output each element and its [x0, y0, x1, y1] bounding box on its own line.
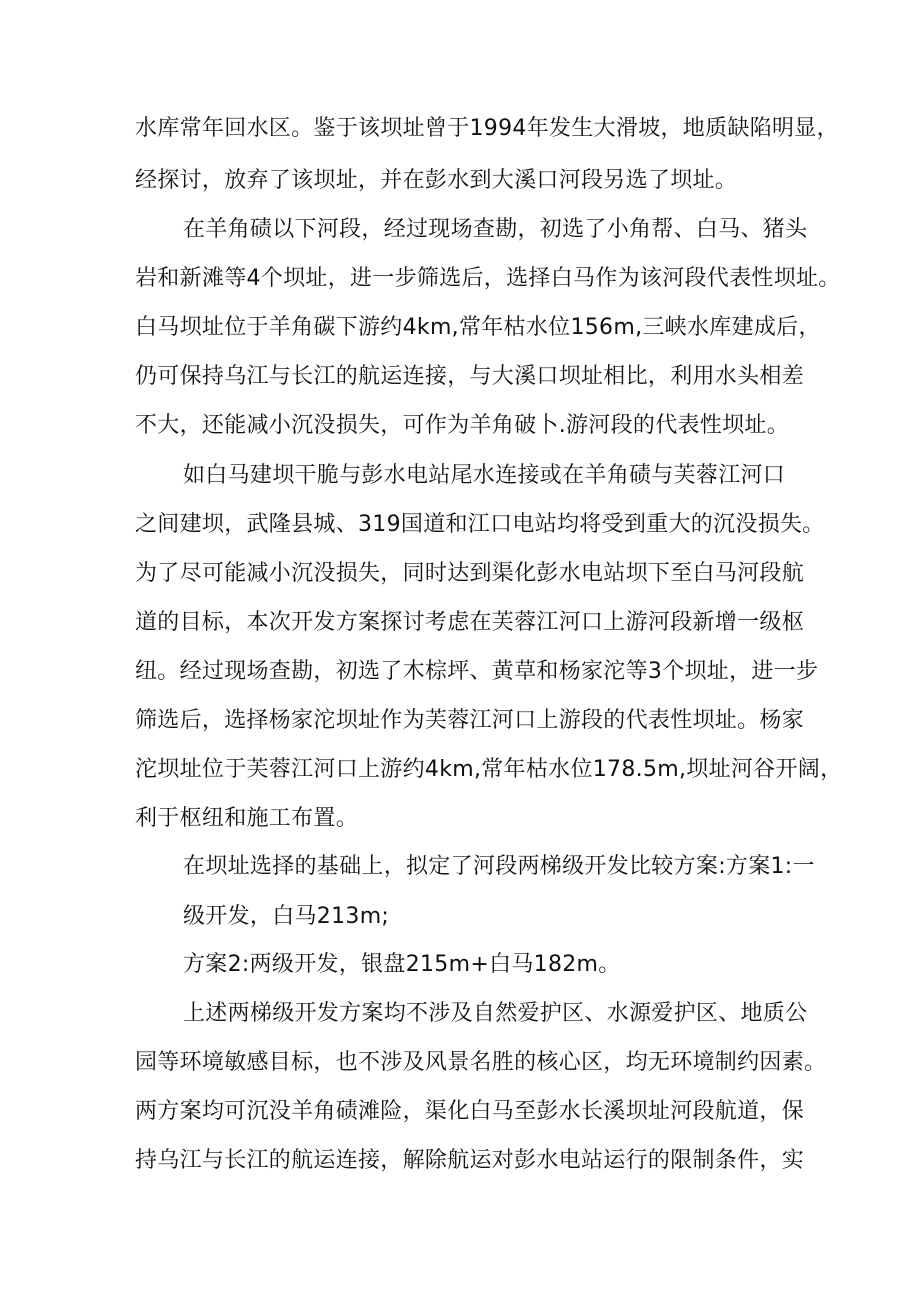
text-line-18: 方案2:两级开发，银盘215m+白马182m。	[183, 952, 621, 977]
text-line-2: 经探讨，放弃了该坝址，并在彭水到大溪口河段另选了坝址。	[135, 168, 738, 193]
text-line-14: 沱坝址位于芙蓉江河口上游约4km,常年枯水位178.5m,坝址河谷开阔，	[135, 757, 843, 782]
text-line-5: 白马坝址位于羊角碳下游约4km,常年枯水位156m,三峡水库建成后，	[135, 315, 821, 340]
text-line-21: 两方案均可沉没羊角碛滩险，渠化白马至彭水长溪坝址河段航道，保	[135, 1099, 805, 1124]
text-line-13: 筛选后，选择杨家沱坝址作为芙蓉江河口上游段的代表性坝址。杨家	[135, 708, 805, 733]
text-line-19: 上述两梯级开发方案均不涉及自然爱护区、水源爱护区、地质公	[183, 1001, 808, 1026]
text-line-1: 水库常年回水区。鉴于该坝址曾于1994年发生大滑坡，地质缺陷明显，	[135, 116, 839, 141]
text-line-3: 在羊角碛以下河段，经过现场查勘，初选了小角帮、白马、猪头	[183, 217, 808, 242]
text-line-12: 纽。经过现场查勘，初选了木棕坪、黄草和杨家沱等3个坝址，进一步	[135, 659, 819, 684]
text-line-15: 利于枢纽和施工布置。	[135, 806, 359, 831]
text-line-20: 园等环境敏感目标，也不涉及风景名胜的核心区，均无环境制约因素。	[135, 1050, 827, 1075]
text-line-22: 持乌江与长江的航运连接，解除航运对彭水电站运行的限制条件，实	[135, 1148, 805, 1173]
text-line-16: 在坝址选择的基础上，拟定了河段两梯级开发比较方案:方案1:一	[183, 854, 815, 879]
text-line-4: 岩和新滩等4个坝址，进一步筛选后，选择白马作为该河段代表性坝址。	[135, 266, 841, 291]
text-line-10: 为了尽可能减小沉没损失，同时达到渠化彭水电站坝下至白马河段航	[135, 561, 805, 586]
text-line-8: 如白马建坝干脆与彭水电站尾水连接或在羊角碛与芙蓉江河口	[183, 463, 786, 488]
text-line-7: 不大，还能减小沉没损失，可作为羊角破卜.游河段的代表性坝址。	[135, 413, 789, 438]
text-line-6: 仍可保持乌江与长江的航运连接，与大溪口坝址相比，利用水头相差	[135, 364, 805, 389]
text-line-11: 道的目标，本次开发方案探讨考虑在芙蓉江河口上游河段新增一级枢	[135, 610, 805, 635]
text-line-17: 级开发，白马213m;	[183, 904, 390, 929]
text-line-9: 之间建坝，武隆县城、319国道和江口电站均将受到重大的沉没损失。	[135, 512, 825, 537]
